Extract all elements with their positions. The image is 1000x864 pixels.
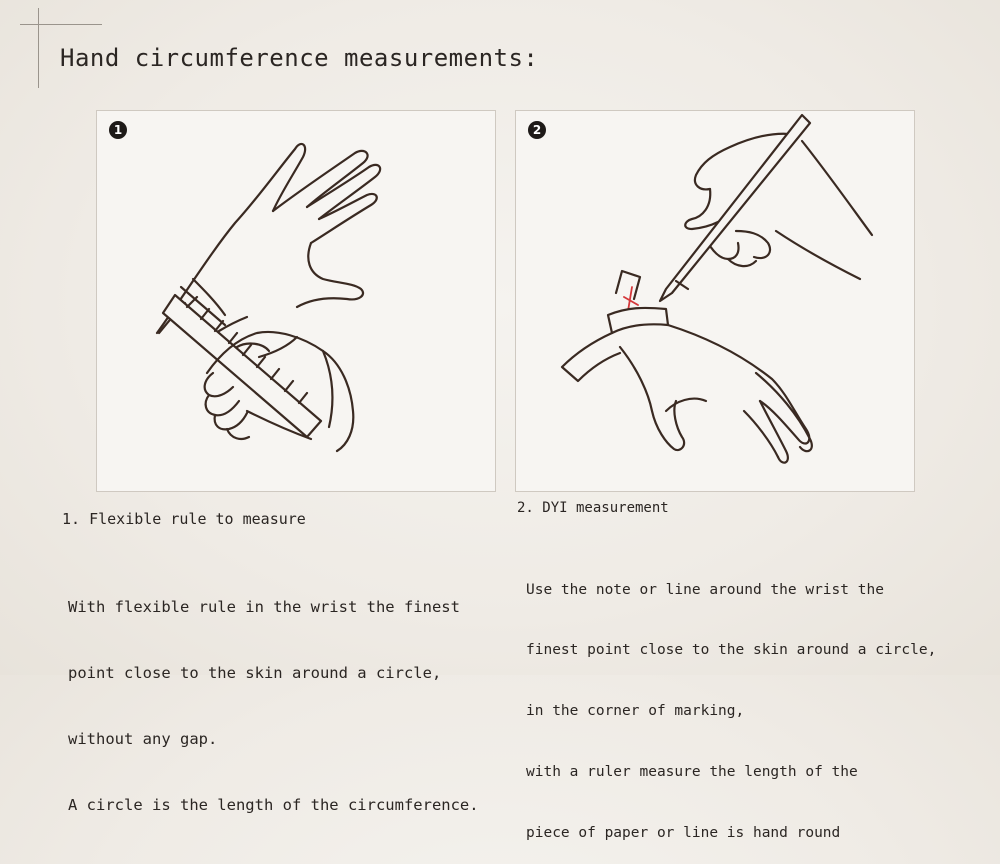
step-1-line: With flexible rule in the wrist the finest	[68, 598, 460, 616]
step-1-line: A circle is the length of the circumference.	[68, 796, 479, 814]
step-1-line: without any gap.	[68, 730, 218, 748]
corner-rule-vertical	[38, 8, 39, 88]
step-1-description	[68, 552, 479, 838]
corner-rule-horizontal	[20, 24, 102, 25]
illustration-panel-1	[96, 110, 496, 492]
hand-flexible-rule-illustration	[97, 111, 495, 491]
step-2-description	[526, 539, 936, 864]
step-2-line: with a ruler measure the length of the	[526, 764, 858, 781]
step-badge-2: 2	[528, 121, 546, 139]
step-2-line: finest point close to the skin around a circle,	[526, 642, 937, 659]
step-2-line: piece of paper or line is hand round	[526, 825, 841, 842]
page-title: Hand circumference measurements:	[60, 44, 539, 72]
step-2-heading: 2. DYI measurement	[517, 500, 669, 516]
step-2-line: in the corner of marking,	[526, 703, 745, 720]
step-badge-1: 1	[109, 121, 127, 139]
hand-paper-strip-pen-illustration	[516, 111, 914, 491]
step-1-line: point close to the skin around a circle,	[68, 664, 442, 682]
step-1-heading: 1. Flexible rule to measure	[62, 510, 306, 528]
illustration-panel-2	[515, 110, 915, 492]
step-2-line: Use the note or line around the wrist the	[526, 581, 884, 598]
